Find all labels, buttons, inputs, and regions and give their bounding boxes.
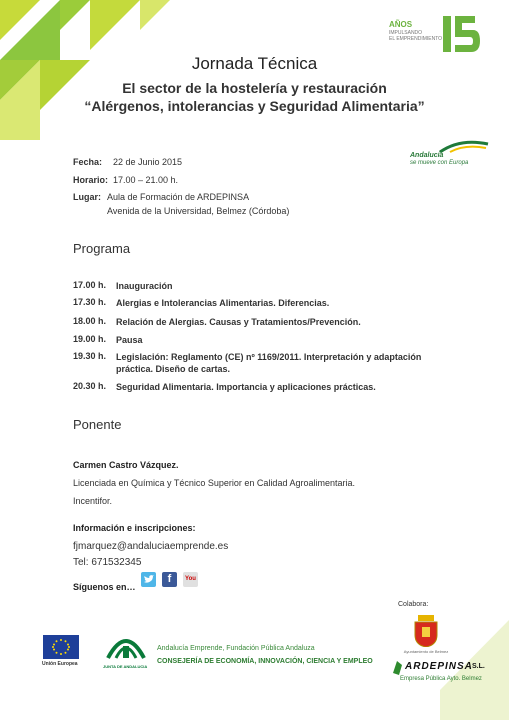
eu-stars-icon [43, 635, 79, 659]
twitter-icon[interactable] [141, 572, 156, 587]
ponente-heading: Ponente [73, 417, 122, 432]
horario-label: Horario: [73, 175, 109, 185]
programa-item-time: 20.30 h. [73, 381, 107, 391]
contact-phone: Tel: 671532345 [73, 557, 142, 568]
programa-item [73, 334, 453, 346]
lugar-row [73, 192, 101, 202]
fifteen-years-logo [383, 14, 483, 56]
page-subtitle-1: El sector de la hostelería y restauración [122, 80, 387, 96]
siguenos-label: Síguenos en… [73, 582, 136, 592]
programa-item-desc: Seguridad Alimentaria. Importancia y aplicaciones prácticas. [116, 382, 376, 392]
eu-flag [43, 635, 79, 659]
page-subtitle-2: “Alérgenos, intolerancias y Seguridad Alimentaria” [84, 98, 425, 114]
lugar-line-2: Avenida de la Universidad, Belmez (Córdoba) [107, 206, 290, 216]
ardepinsa-icon [390, 660, 404, 676]
programa-item [73, 280, 453, 292]
ardepinsa-name: ARDEPINSA [405, 661, 473, 672]
programa-item [73, 316, 453, 328]
programa-item-desc: Legislación: Reglamento (CE) nº 1169/2011. Interpretación y adaptación práctica. Diseño de cartas. [116, 352, 422, 374]
programa-item-time: 19.00 h. [73, 334, 107, 344]
facebook-icon[interactable]: f [162, 572, 177, 587]
ayuntamiento-shield-icon [413, 615, 439, 647]
andalucia-logo-line1: Andalucía [410, 152, 444, 159]
programa-item-desc: Inauguración [116, 281, 173, 291]
programa-item-desc: Alergias e Intolerancias Alimentarias. Diferencias. [116, 298, 330, 308]
logo-tagline-line1: IMPULSANDO [389, 30, 423, 36]
youtube-icon[interactable]: You [183, 572, 198, 587]
horario-value: 17.00 – 21.00 h. [113, 175, 179, 185]
junta-label: JUNTA DE ANDALUCIA [103, 664, 148, 669]
programa-item-desc: Relación de Alergias. Causas y Tratamientos/Prevención. [116, 317, 361, 327]
ardepinsa-sl: S.L. [472, 663, 485, 670]
logo-anos-text: AÑOS [389, 20, 413, 29]
consejeria-text: CONSEJERÍA DE ECONOMÍA, INNOVACIÓN, CIENCIA Y EMPLEO [157, 658, 373, 665]
ponente-credentials: Licenciada en Química y Técnico Superior en Calidad Agroalimentaria. [73, 478, 355, 488]
fecha-value: 22 de Junio 2015 [113, 157, 183, 167]
junta-andalucia-logo-icon [104, 628, 148, 662]
fecha-label: Fecha: [73, 157, 103, 167]
programa-item [73, 381, 453, 393]
programa-item-desc: Pausa [116, 335, 143, 345]
programa-item [73, 297, 453, 309]
programa-item-time: 18.00 h. [73, 316, 107, 326]
ardepinsa-subtitle: Empresa Pública Ayto. Belmez [400, 676, 482, 682]
programa-heading: Programa [73, 241, 131, 256]
eu-label: Unión Europea [42, 661, 78, 667]
ayuntamiento-label: Ayuntamiento de Belmez [403, 649, 449, 654]
colabora-label: Colabora: [398, 601, 429, 608]
fundacion-text: Andalucía Emprende, Fundación Pública Andaluza [157, 645, 315, 652]
programa-item [73, 351, 453, 377]
lugar-label: Lugar: [73, 192, 101, 202]
logo-tagline-line2: EL EMPRENDIMIENTO [389, 36, 443, 42]
horario-row [73, 175, 179, 185]
programa-item-time: 19.30 h. [73, 351, 107, 361]
ponente-org: Incentifor. [73, 496, 113, 506]
logo-tagline [389, 30, 442, 42]
page-title: Jornada Técnica [191, 54, 318, 73]
contact-email-link[interactable]: fjmarquez@andaluciaemprende.es [73, 541, 229, 552]
programa-item-time: 17.00 h. [73, 280, 107, 290]
ponente-name: Carmen Castro Vázquez. [73, 460, 179, 470]
lugar-line-1: Aula de Formación de ARDEPINSA [107, 192, 250, 202]
andalucia-logo-line2: se mueve con Europa [410, 160, 469, 166]
contacto-heading: Información e inscripciones: [73, 523, 196, 533]
andalucia-europa-logo [410, 140, 490, 174]
fecha-row [73, 157, 183, 167]
programa-item-time: 17.30 h. [73, 297, 107, 307]
